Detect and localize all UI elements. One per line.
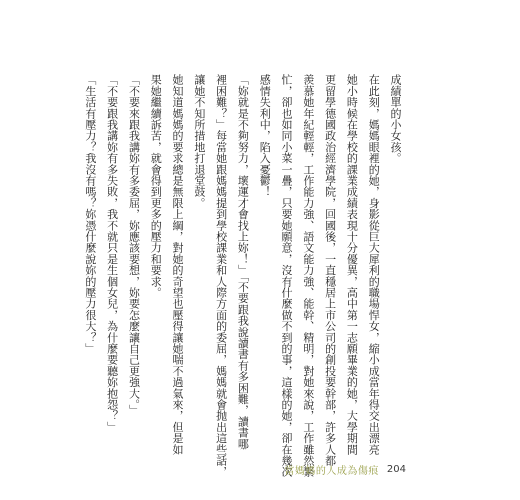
text-line: 「不要跟我講妳有多失敗，我不就只是生個女兒，為什麼要聽妳抱怨？」 (105, 74, 119, 433)
text-line: 她小時候在學校的課業成績表現十分優異，高中第一志願畢業的她，大學期間 (345, 74, 359, 455)
text-line: 更留學德國政治經濟學院，回國後，一直穩居上市公司的創投要幹部，許多人都 (323, 74, 337, 466)
text-line: 忙，卻也如同小菜一疊，只要她願意，沒有什麼做不到的事，這樣的她，卻在幾次 (280, 74, 294, 478)
text-line: 果她繼續訴苦，就會得到更多的壓力和要求。 (149, 74, 163, 298)
text-line: 成績單的小女孩。 (389, 74, 402, 164)
running-title: 當媽媽的人成為傷痕 (284, 466, 379, 477)
text-line: 「不要來跟我講妳有多委屈，妳應該要想，妳要怎麼讓自己更強大。」 (127, 74, 141, 416)
text-line: 羨慕她年紀輕輕，工作能力強、語文能力強、能幹、精明，對她來說，工作雖然繁 (301, 74, 315, 478)
text-line: 讓她不知所措地打退堂鼓。 (192, 74, 206, 209)
text-line: 「生活有壓力？我沒有嗎？妳憑什麼說妳的壓力很大？」 (83, 74, 97, 354)
text-line: 她知道媽媽的要求總是無限上綱，對她的奇望也壓得讓她喘不過氣來，但是如 (171, 74, 185, 455)
text-line: 裡困難？」每當她跟媽媽提到學校課業和人際方面的委屈，媽媽就會抛出這些話， (214, 74, 228, 478)
text-line: 「妳就是不夠努力，壞運才會找上妳！」「不要跟我說讀書有多困難，讀書哪 (236, 74, 250, 450)
text-line: 感情失利中，陷入憂鬱！ (258, 74, 272, 198)
text-line: 在此刻，媽媽眼裡的她，身影從巨大犀利的職場悍女，縮小成當年得交出漂亮 (367, 74, 381, 455)
page-footer (284, 462, 406, 477)
page-number: 204 (386, 464, 406, 475)
